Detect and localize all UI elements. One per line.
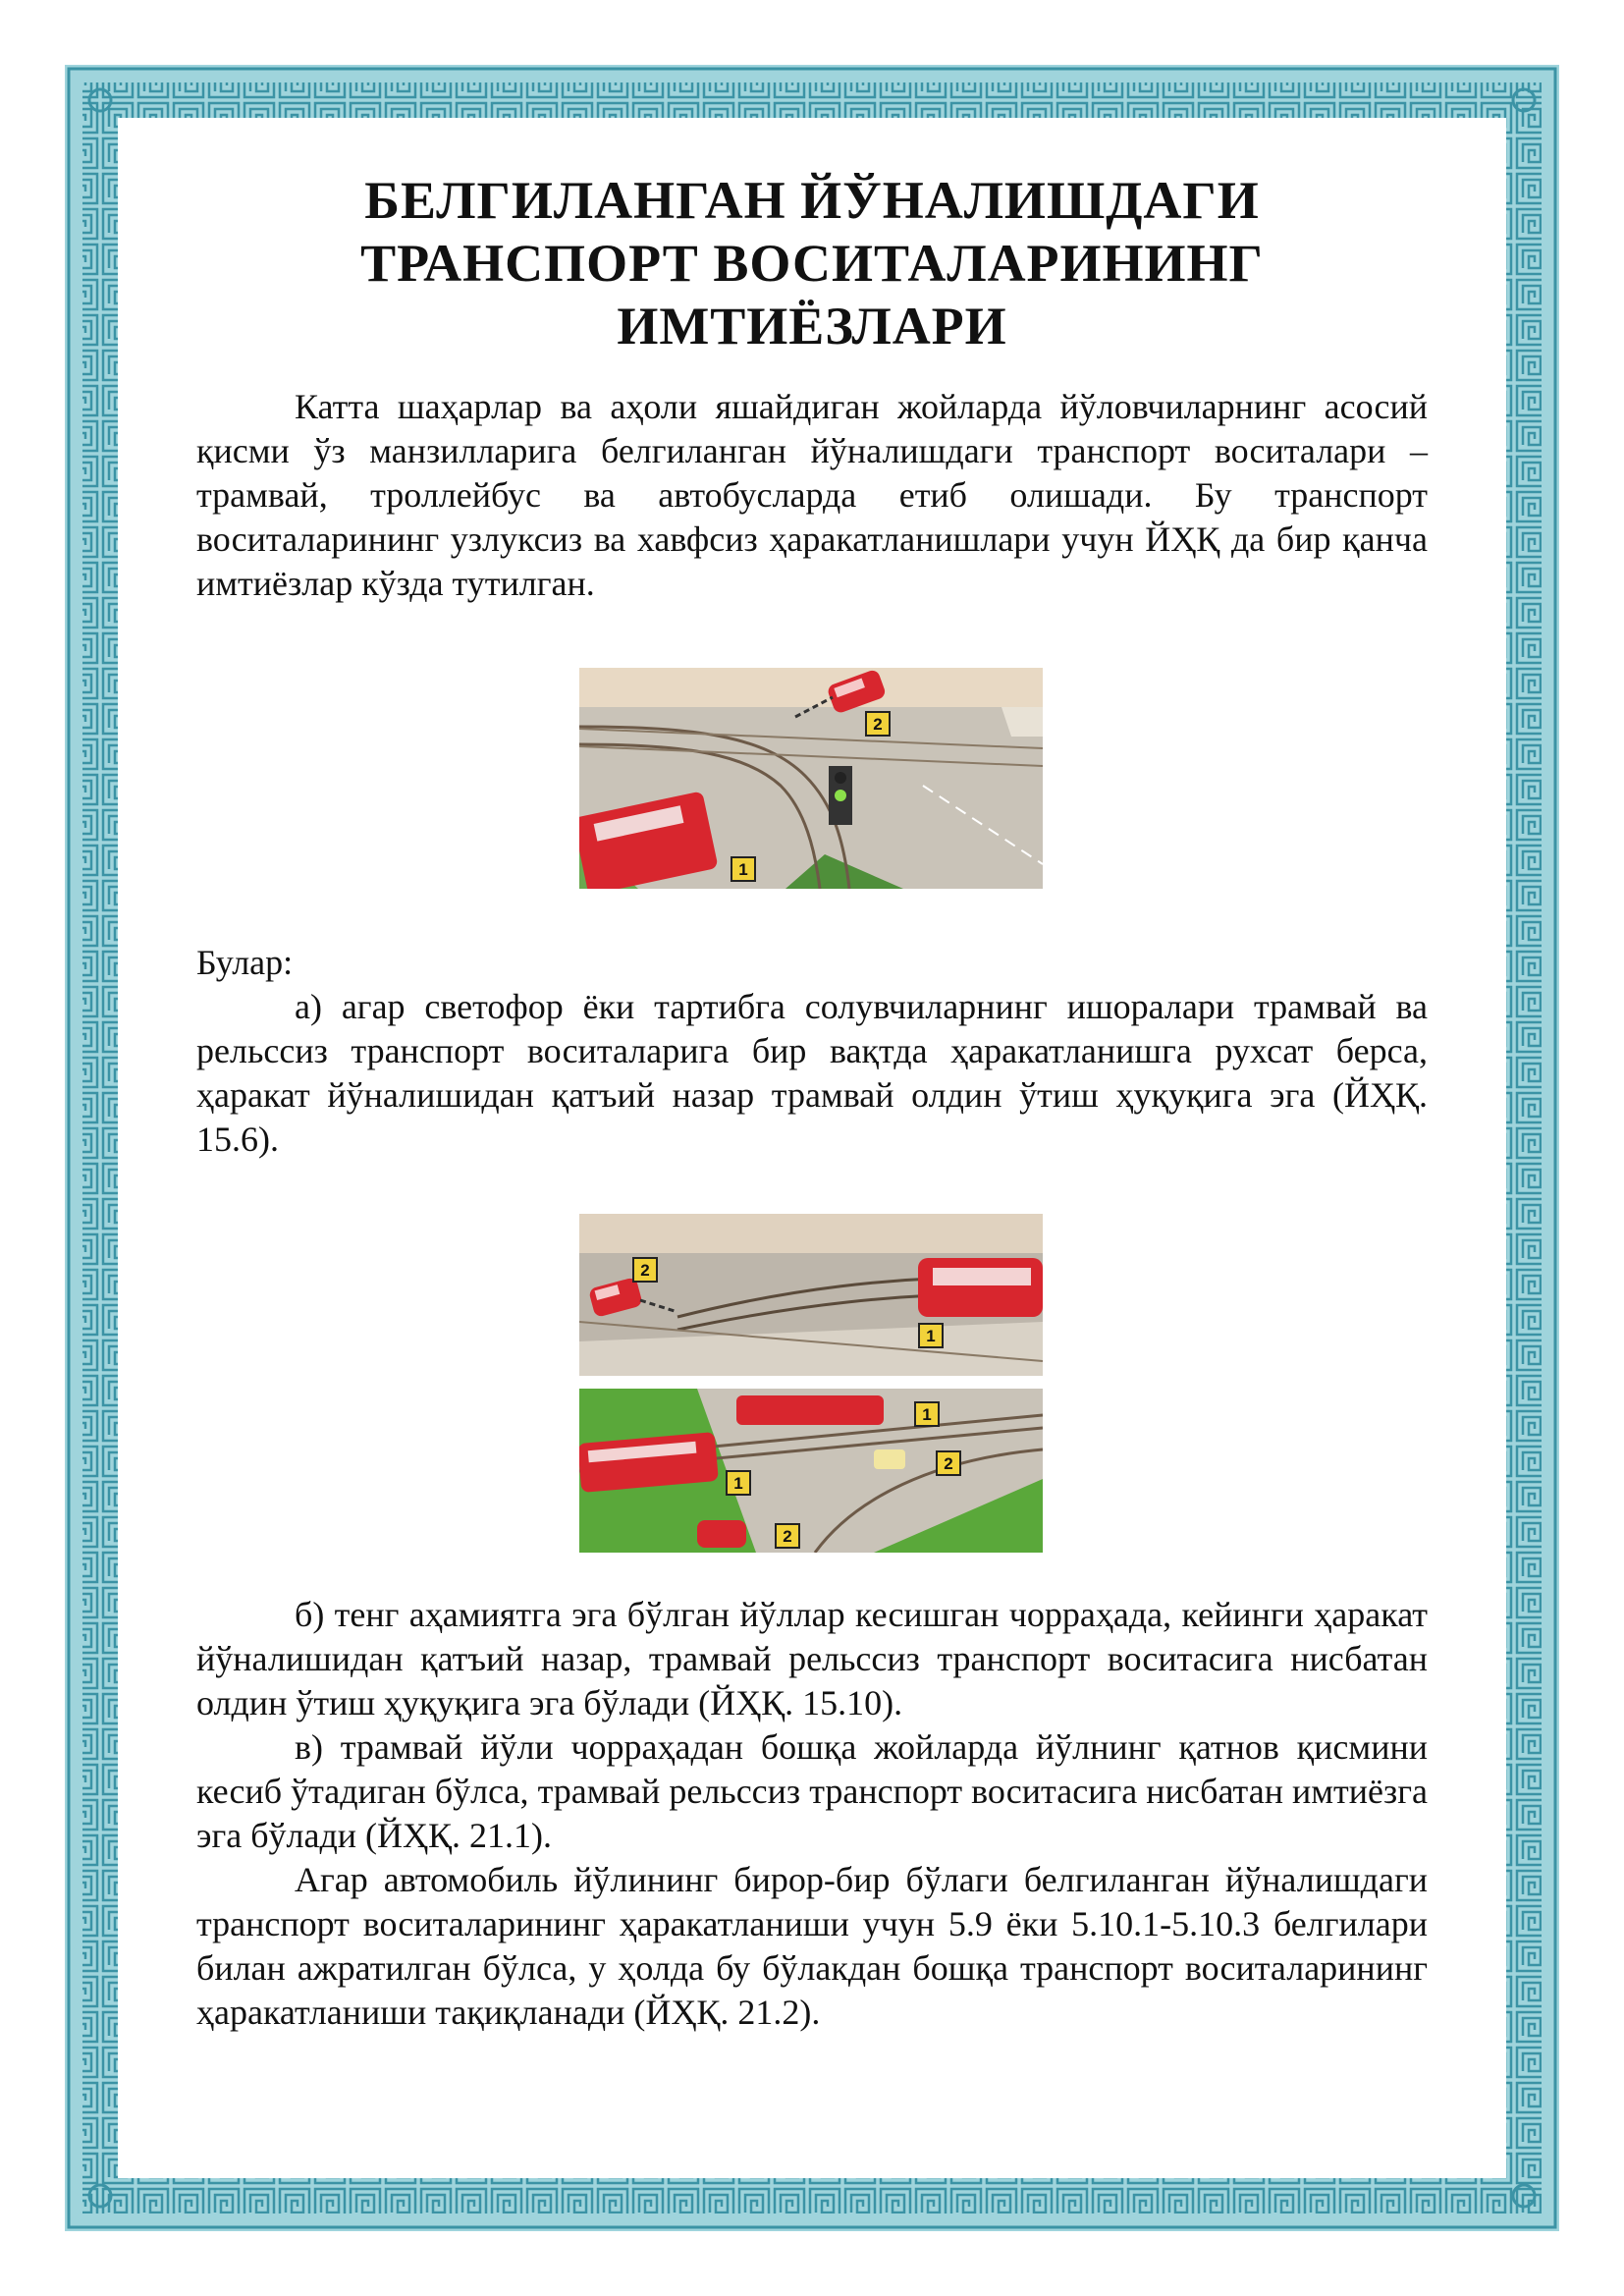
figure1-marker-1: 1: [738, 860, 748, 879]
title-line-2: ТРАНСПОРТ ВОСИТАЛАРИНИНГ: [360, 234, 1264, 293]
page-title: [196, 169, 1428, 357]
figure2-top-marker-2: 2: [640, 1261, 650, 1280]
main-content: [196, 169, 1428, 606]
rule-item-v: в) трамвай йўли чорраҳадан бошқа жойларда йўлнинг қатнов қисмини кесиб ўтадиган бўлса, трамвай рельссиз транспорт воситасига нисбатан имтиёзга эга бўлади (ЙҲҚ. 21.1).: [196, 1727, 1428, 1855]
figure2-bottom-marker-1b: 1: [922, 1405, 932, 1424]
rule-item-a: а) агар светофор ёки тартибга солувчиларнинг ишоралари трамвай ва рельссиз транспорт воситаларига бир вақтда ҳаракатланишга рухсат берса, ҳаракат йўналишидан қатъий назар трамвай олдин ўтиш ҳуқуқига эга (ЙҲҚ. 15.6).: [196, 987, 1428, 1159]
figure2-bottom-marker-2a: 2: [944, 1454, 953, 1473]
list-intro: Булар:: [196, 943, 294, 982]
intro-paragraph: Катта шаҳарлар ва аҳоли яшайдиган жойларда йўловчиларнинг асосий қисми ўз манзилларига белгиланган йўналишдаги транспорт воситалари – трамвай, троллейбус ва автобусларда етиб олишади. Бу транспорт воситаларининг узлуксиз ва хавфсиз ҳаракатланишлари учун ЙҲҚ да бир қанча имтиёзлар кўзда тутилган.: [196, 387, 1428, 603]
title-line-3: ИМТИЁЗЛАРИ: [617, 297, 1007, 355]
rules-section-b: [196, 1593, 1428, 2035]
closing-paragraph: Агар автомобиль йўлининг бирор-бир бўлаги белгиланган йўналишдаги транспорт воситаларининг ҳаракатланиши учун 5.9 ёки 5.10.1-5.10.3 белгилари билан ажратилган бўлса, у ҳолда бу бўлакдан бошқа транспорт воситаларининг ҳаракатланиши тақиқланади (ЙҲҚ. 21.2).: [196, 1860, 1428, 2032]
figure-tram-intersection: [579, 668, 1043, 889]
figure2-bottom-marker-1a: 1: [733, 1474, 743, 1493]
figure2-bottom-marker-2b: 2: [783, 1527, 792, 1546]
tram-priority-illustration: [579, 1214, 1043, 1553]
figure1-marker-2: 2: [873, 715, 883, 734]
rules-section-a: [196, 941, 1428, 1162]
title-line-1: БЕЛГИЛАНГАН ЙЎНАЛИШДАГИ: [364, 171, 1260, 230]
figure2-top-marker-1: 1: [926, 1327, 936, 1345]
figure-tram-priority: [579, 1214, 1043, 1553]
tram-intersection-illustration: [579, 668, 1043, 889]
rule-item-b: б) тенг аҳамиятга эга бўлган йўллар кесишган чорраҳада, кейинги ҳаракат йўналишидан қатъий назар, трамвай рельссиз транспорт воситасига нисбатан олдин ўтиш ҳуқуқига эга бўлади (ЙҲҚ. 15.10).: [196, 1595, 1428, 1722]
